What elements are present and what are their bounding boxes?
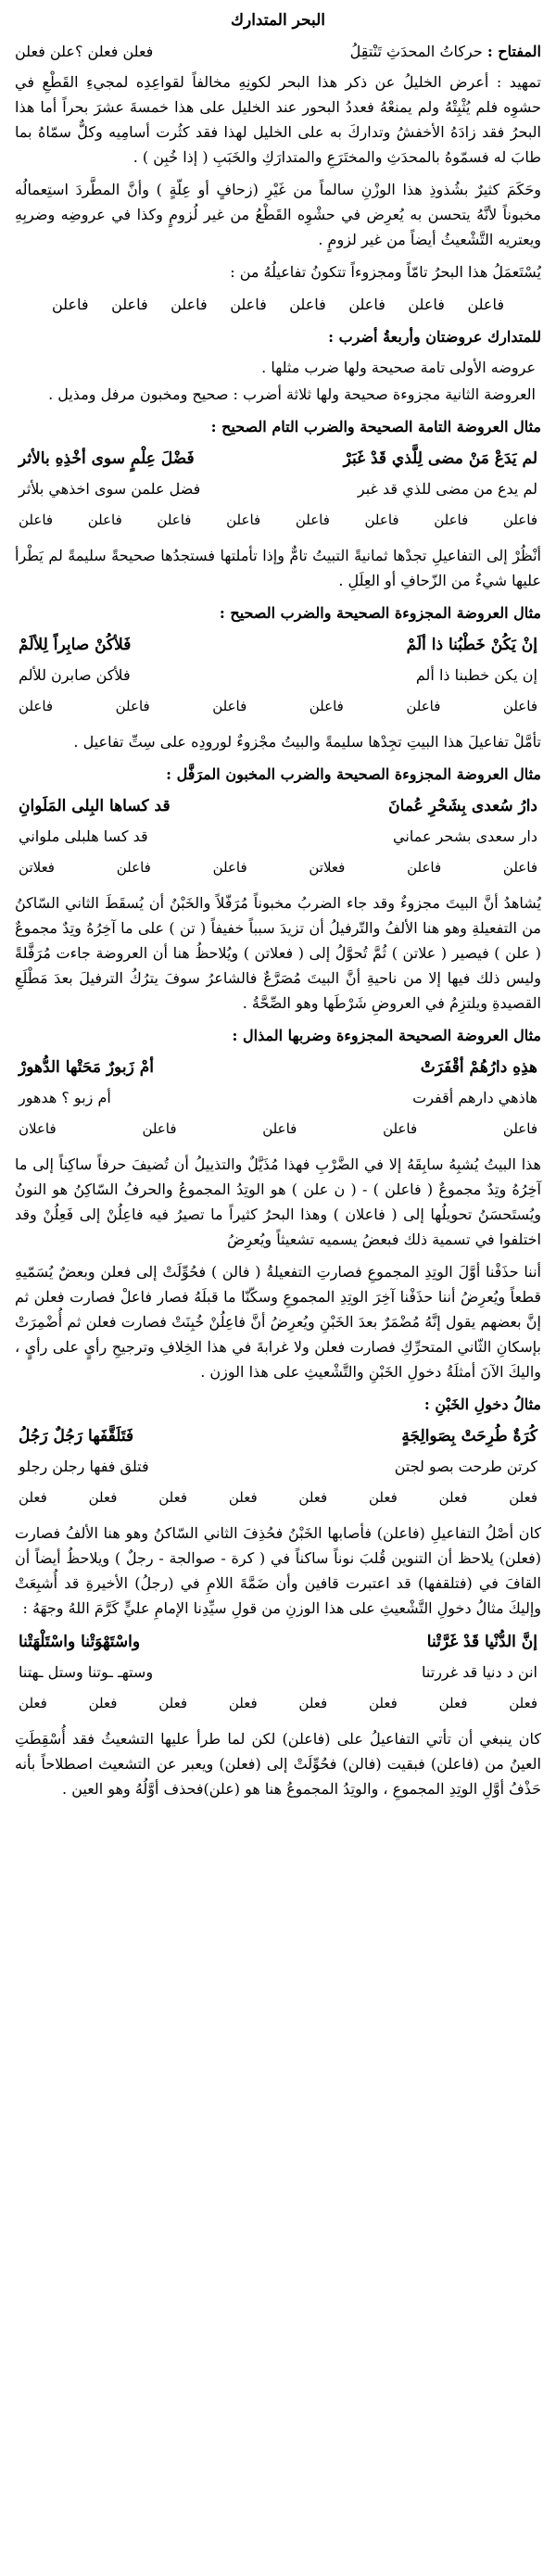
ex4-verse [15,1054,541,1081]
verse-hemistich: لم يَدَعْ مَنْ مضى لِلَّذي قَدْ غَبَرْ [343,449,537,468]
foot: فعلن [509,1489,537,1506]
writing-hemistich: وستهـ ـوتنا وستل ـهتنا [19,1663,154,1681]
key-feet: فعلن فعلن ؟علن فعلن [15,43,154,60]
tam-foot: فاعلن [171,296,208,313]
tam-foot: فاعلن [289,296,326,313]
ex6-writing [15,1659,541,1686]
foot: فاعلن [502,1120,537,1137]
key-verse: حركاتُ المحدَثِ تَنْتقِلُ [349,43,483,60]
tam-foot: فاعلن [230,296,267,313]
foot: فاعلن [406,698,441,714]
foot: فاعلان [19,1120,57,1137]
ex3-verse [15,792,541,820]
writing-hemistich: فضل علمن سوى اخذهي بلأثر [19,480,201,498]
foot: فاعلن [502,859,537,876]
ex5-block [15,1422,541,1511]
ex4-feet [15,1115,541,1143]
verse-hemistich: فَلأكُنْ صابِراً لِلألَمْ [19,636,132,654]
foot: فعلن [19,1489,47,1506]
foot: فاعلن [364,511,399,528]
ex6-verse [15,1628,541,1656]
writing-hemistich: انن د دنيا قد غررتنا [422,1663,537,1681]
ex3-block [15,792,541,881]
foot: فعلن [88,1695,118,1711]
foot: فعلن [509,1695,537,1711]
rule-paragraph: وحَكَمَ كثيرٌ بشُذوذِ هذا الوزْنِ سالماً من غَيْرِ (زحافٍ أو عِلّةٍ ) وأنَّ المطَّردَ استِعمالُه مخبوناً لأنَّهُ يتحسن به يُعرِض في حشْوِه القَطْعُ من غير لُزومٍ وكذا في عروضِه وضربِهِ ويعتريه التَّشْعيثُ أيضاً من غير لزومٍ . [15,181,542,248]
foot: فعلن [369,1489,398,1506]
ex2-note: تأمَّلْ تفاعيلَ هذا البيتِ تجِدْها سليمةً والبيتُ مجْزوءٌ لورودِه على سِتِّ تفاعيل . [73,733,541,751]
writing-hemistich: لم يدع من مضى للذي قد غبر [357,480,537,498]
tam-intro: يُسْتَعمَلُ هذا البحرُ تامّاً ومجزوءاً تتكونُ تفاعيلُهُ من : [230,263,541,281]
ex4-block [15,1054,541,1143]
foot: فعلن [298,1489,328,1506]
foot: فاعلن [295,511,330,528]
ex4-writing [15,1084,541,1112]
foot: فعلن [228,1695,258,1711]
tam-foot: فاعلن [467,296,504,313]
verse-hemistich: فَتَلَقَّفَها رَجُلٌ رَجُلُ [19,1427,134,1446]
foot: فعلن [438,1489,468,1506]
intro-paragraph: تمهيد : أعرض الخليلُ عن ذكر هذا البحر لكونِهِ مخالفاً لقواعِدِه لمجيءِ القَطْعِ في حشوِه فلم يُثْبِتْهُ ولم يمنعْهُ فعددُ البحور عند الخليل على هذا خمسةَ عشرَ بحراً أما هذا البحرُ فقد زادَهُ الأخفشُ وتداركَ به على الخليل لهذا فقد كثُرت أسامِيه وكلٌّ سمّاهُ بما طابَ له فسمّوهُ بالمحدَثِ والمختَرَعِ والمتدارَكِ والخَبَبِ ( إذا خُبِن ) . [15,73,541,166]
writing-hemistich: كرتن طرحت بصو لجتن [394,1458,537,1475]
foot: فاعلن [502,511,537,528]
ex5-writing [15,1453,541,1481]
ex1-verse [15,445,541,473]
foot: فاعلن [212,859,247,876]
writing-hemistich: دار سعدى بشحر عماني [393,827,537,845]
writing-hemistich: قد كسا هلبلى ملواني [19,827,148,845]
forms-heading: للمتدارك عروضتان وأربعةُ أضرب : [328,328,541,346]
ex2-heading: مثال العروضة المجزوءة الصحيحة والضرب الصحيح : [219,604,541,622]
key-label-verse [350,39,541,64]
ex2-block [15,631,541,720]
ex5-feet [15,1484,541,1511]
foot: فعلن [438,1695,468,1711]
tam-pattern [15,292,541,317]
foot: فعلن [158,1695,188,1711]
ex1-writing [15,475,541,503]
verse-hemistich: دارُ سُعدى بِشَحْرِ عُمانَ [388,797,537,815]
tam-foot: فاعلن [111,296,148,313]
foot: فاعلن [116,859,151,876]
ex2-writing [15,662,541,689]
ex5-heading: مثالُ دخولِ الخَبْنِ : [423,1395,541,1413]
analysis-paragraph: أننا حذَفْنا أوَّلَ الوتِدِ المجموعِ فصارتِ التفعيلةُ ( فالن ) فحُوِّلَتْ إلى فعلن وبعضٌ يُسَمّيهِ قطعاً ويُعرِضُ أننا حذَفْنا آخِرَ الوتِدِ المجموعِ وسكّنّا ما قبلَهُ فصار فاعلْ فصارت فعلن ثم إنَّ بعضهم يقول إنَّهُ مُضْمَرٌ بعدَ الخَبْنِ ويُعرِضُ أنَّ فاعِلُنْ خُبِنَتْ فصارت فعلن ثم أُضْمِرَتْ بإسكانِ الثّاني المتحرِّكِ فصارت فعلن ولا غرابةَ في هذا الخِلافِ وترجيحِ رأيٍ على رأيٍ ، واليكَ الآنَ أمثلَةُ دخولِ الخَبْنِ والتَّشْعيثِ على هذا الوزن . [15,1263,542,1381]
verse-hemistich: قد كساها البِلى المَلَوانِ [19,797,171,815]
form-item: العروضة الثانية مجزوءة صحيحة ولها ثلاثة أضرب : صحيح ومخبون مرفل ومذيل . [48,385,536,403]
writing-hemistich: هاذهي دارهم أقفرت [412,1089,537,1106]
foot: فاعلن [434,511,469,528]
ex3-writing [15,823,541,851]
writing-hemistich: فتلق ففها رجلن رجلو [19,1458,149,1475]
form-item: عروضه الأولى تامة صحيحة ولها ضرب مثلها . [261,359,536,376]
verse-hemistich: واسْتَهْوَتْنا واسْتَلْهَتْنا [19,1633,141,1651]
foot: فعلن [228,1489,258,1506]
verse-hemistich: إنَّ الدُّنْيا قَدْ غَرَّتْنا [426,1633,537,1651]
writing-hemistich: إن يكن خطبنا ذا ألم [415,666,537,684]
ex5-note: كان أصْلُ التفاعيلِ (فاعلن) فأصابها الخَبْنُ فحُذِفَ الثاني السّاكنُ وهو هنا الألفُ فصارت (فعلن) يلاحظ أن التنوين قُلبَ نوناً ساكناً في ( كرة - صوالجة - رجلٌ ) ويلاحظُ أيضاً أن القافَ في (فتلقفها) قد اعتبرت قافين وأن ضَمَّةَ اللامِ في (رجلُ) الأخيرةِ قد أُشبِعَتْ وإليكَ مثالُ دخولِ التَّشْعيثِ على هذا الوزنِ من قولِ سيِّدِنا الإمامِ عليٍّ كَرَّمَ اللهُ وجهَهُ : [15,1524,541,1617]
writing-hemistich: فلأكن صابرن للألم [19,666,131,684]
ex4-heading: مثال العروضة الصحيحة المجزوءة وضربها المذال : [232,1027,541,1044]
foot: فاعلن [226,511,261,528]
ex3-note: يُشاهدُ أنَّ البيتَ مجزوءٌ وقد جاء الضربُ مخبوناً مُرَفّلاً والخَبْنُ أن يُسقَطَ الثاني السّاكنُ من التفعيلةِ وهو هنا الألفُ والتّرفيلُ أن تزيدَ سبباً خفيفاً ( تن ) على ما آخِرُهُ وتِدٌ مجموعٌ ( علن ) فيصير ( علاتن ) ثُمَّ تُحوَّلُ إلى ( فعلاتن ) ويُلاحظُ هنا أن العروضة جاءت مُرَفَّلةً وليس ذلك فيها إلا من ناحيةِ أنَّ البيتَ مُصَرَّعٌ فالشاعرُ سوفَ يترُكُ الترفيلَ بعدَ مَطْلَعِ القصيدةِ ويلتزِمُ في العروضِ شَرْطَها وهو الصِّحَّةُ . [15,894,542,1012]
tam-foot: فاعلن [348,296,385,313]
foot: فعلن [369,1695,398,1711]
foot: فعلن [298,1695,328,1711]
foot: فاعلن [19,698,54,714]
foot: فعلاتن [19,859,55,876]
ex6-note: كان ينبغي أن تأتي التفاعيلُ على (فاعلن) لكن لما طرأ عليها التشعيثُ فقد أُسْقِطَتِ العينُ من (فاعلن) فبقيت (فالن) فحُوِّلَتْ إلى (فعلن) ويعبر عن التشعيث اصطلاحاً بأنه حَذْفُ أوَّلِ الوتِدِ المجموعِ ، والوتِدُ المجموعُ هنا هو (علن)فحذف أوَّلُهُ وهو العين . [15,1730,542,1798]
ex3-heading: مثال العروضة المجزوءة الصحيحة والضرب المخبون المرَفَّل : [166,765,541,783]
ex2-verse [15,631,541,659]
ex6-feet [15,1689,541,1717]
foot: فاعلن [502,698,537,714]
ex1-feet [15,506,541,534]
ex1-block [15,445,541,534]
foot: فعلن [19,1695,47,1711]
key-row [15,39,541,64]
foot: فاعلن [309,698,344,714]
foot: فاعلن [115,698,150,714]
verse-hemistich: كُرَةٌ طُرِحَتْ بِصَوالِجَةٍ [401,1427,537,1446]
ex3-feet [15,853,541,881]
page-title: البحر المتدارك [230,11,326,30]
tam-foot: فاعلن [52,296,89,313]
verse-hemistich: هذِهِ دارُهُمْ أقْفَرَتْ [420,1058,537,1077]
ex1-heading: مثال العروضة التامة الصحيحة والضرب التام الصحيح : [210,418,541,436]
foot: فاعلن [212,698,247,714]
verse-hemistich: إنْ يَكُنْ خَطْبُنا ذا ألَمْ [406,636,537,654]
key-label: المفتاح : [486,43,541,60]
verse-hemistich: أمْ زَبورٌ مَحَتْها الدُّهورْ [19,1058,154,1077]
verse-hemistich: فَضْلَ عِلْمٍ سوى أخْذِهِ بالأثر [19,449,195,468]
tam-foot: فاعلن [408,296,445,313]
writing-hemistich: أم زبو ؟ هدهور [19,1089,111,1106]
foot: فاعلن [407,859,442,876]
foot: فاعلن [157,511,192,528]
foot: فاعلن [19,511,54,528]
foot: فعلن [88,1489,118,1506]
foot: فاعلن [87,511,122,528]
foot: فعلاتن [309,859,346,876]
ex2-feet [15,692,541,720]
foot: فاعلن [262,1120,297,1137]
ex1-note: أنْظُرْ إلى التفاعيلِ تجدْها ثمانيةً التبيتُ تامٌّ وإذا تأملتها فستجدُها صحيحةً سليمةً لم يَطْرأ عليها شيءٌ من الزّحافِ أو العِلَلِ . [15,547,541,589]
foot: فعلن [158,1489,188,1506]
foot: فاعلن [383,1120,418,1137]
ex4-note: هذا البيتُ يُشبِهُ سابِقَهُ إلا في الضَّرْبِ فهذا مُذَيَّلٌ والتذييلُ أن تُضيفَ حرفاً ساكِناً إلى ما آخِرُهُ وتِدٌ مجموعٌ ( فاعلن ) - ( ن علن ) هو الوتِدُ المجموعُ والحرفُ السّاكِنُ هو النونُ ويُستَحسَنُ تحويلُها إلى ( فاعلان ) وهذا البحرُ كثيراً ما تصيرُ فيه فاعِلُنْ إلى فَعِلُنْ وقد اختلفوا في تسمية ذلك فبعضُ يسميه تشعيثاً ويُعرِضُ [15,1155,541,1248]
ex5-verse [15,1422,541,1450]
foot: فاعلن [142,1120,177,1137]
ex6-block [15,1628,541,1717]
